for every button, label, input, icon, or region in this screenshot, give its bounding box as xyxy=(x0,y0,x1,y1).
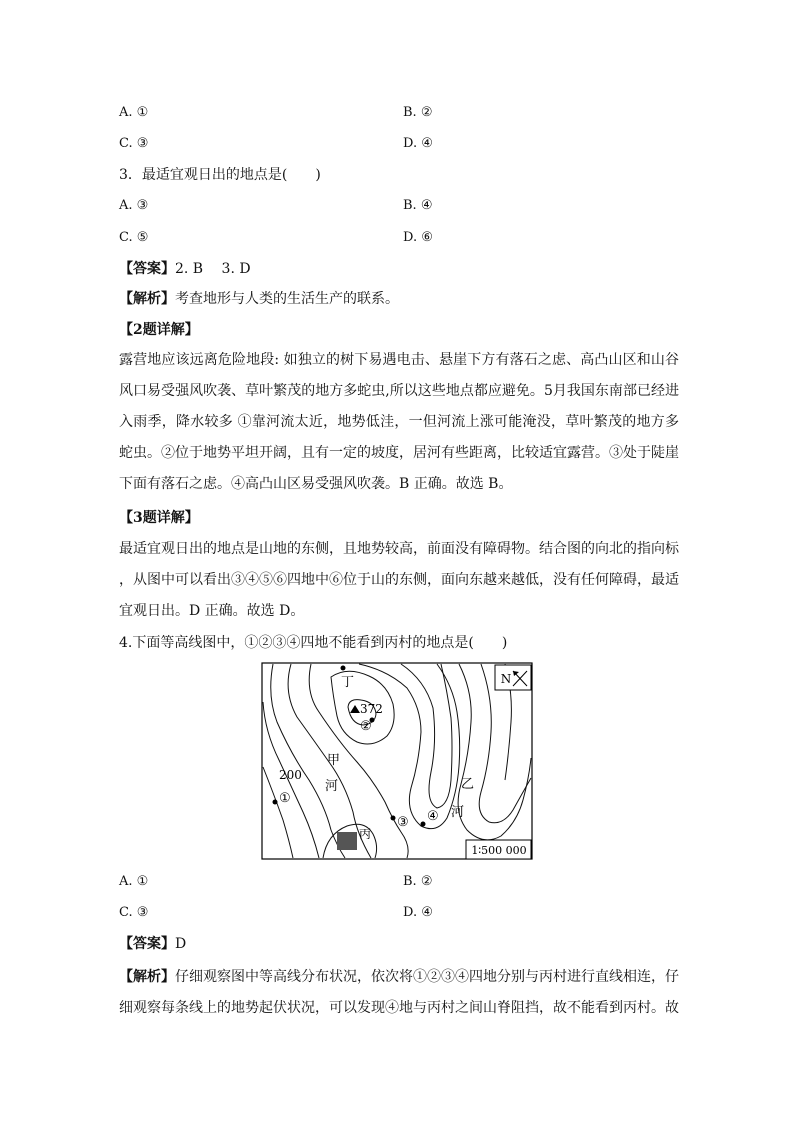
option-a: A. ① xyxy=(119,105,149,120)
river-yi-label-2: 河 xyxy=(451,805,465,820)
contour-map xyxy=(261,662,533,860)
option-d: D. ④ xyxy=(403,136,433,151)
question-4-stem: 4.下面等高线图中，①②③④四地不能看到丙村的地点是( ) xyxy=(119,635,508,651)
village-ding-dot xyxy=(341,666,346,671)
river-jia-label-1: 甲 xyxy=(327,753,341,768)
q3-option-c: C. ⑤ xyxy=(119,230,149,245)
analysis-4: 【解析】仔细观察图中等高线分布状况，依次将①②③④四地分别与丙村进行直线相连，仔细观察每条线上的地势起伏状况，可以发现④地与丙村之间山脊阻挡，故不能看到丙村。故 xyxy=(119,969,679,1016)
q3-option-b: B. ④ xyxy=(403,198,433,213)
scale-label: 1∶500 000 xyxy=(471,844,527,857)
q4-option-b: B. ② xyxy=(403,874,433,889)
detail-3-heading: 【3题详解】 xyxy=(119,510,199,526)
detail-3-text: 最适宜观日出的地点是山地的东侧，且地势较高，前面没有障碍物。结合图的向北的指向标 ，从图中可以看出③④⑤⑥四地中⑥位于山的东侧，面向东越来越低，没有任何障碍，最适宜观日出。D 正确。故选 D。 xyxy=(119,541,679,619)
option-b: B. ② xyxy=(403,105,433,120)
river-yi-label-1: 乙 xyxy=(461,777,475,792)
point-3-label: ③ xyxy=(397,815,409,830)
q4-option-d: D. ④ xyxy=(403,905,433,920)
point-2-label: ② xyxy=(360,719,372,734)
q3-option-a: A. ③ xyxy=(119,198,149,213)
q4-option-c: C. ③ xyxy=(119,905,149,920)
river-jia-label-2: 河 xyxy=(325,779,339,794)
village-ding-label: 丁 xyxy=(341,675,355,690)
point-4-label: ④ xyxy=(427,809,439,824)
detail-2-text: 露营地应该远离危险地段: 如独立的树下易遇电击、悬崖下方有落石之虑、高凸山区和山谷风口易受强风吹袭、草叶繁茂的地方多蛇虫,所以这些地点都应避免。5月我国东南部已经进入雨季，降水较多 ①靠河流太近，地势低洼，一但河流上涨可能淹没，草叶繁茂的地方多蛇虫。②位于地势平坦开阔，且有一定的坡度，居河有些距离，比较适宜露营。③处于陡崖下面有落石之虑。④高凸山区易受强风吹袭。B 正确。故选 B。 xyxy=(119,352,679,492)
question-3-stem: 3．最适宜观日出的地点是( ) xyxy=(119,167,321,183)
q3-option-d: D. ⑥ xyxy=(403,230,433,245)
peak-label: 372 xyxy=(360,702,383,716)
village-bing-square xyxy=(337,832,357,850)
answer-2-3: 【答案】2. B 3. D xyxy=(119,261,251,277)
option-c: C. ③ xyxy=(119,136,149,151)
contour-label-200: 200 xyxy=(279,768,302,782)
answer-4: 【答案】D xyxy=(119,936,187,952)
village-bing-label: 丙 xyxy=(359,827,372,841)
analysis-2-3: 【解析】考查地形与人类的生活生产的联系。 xyxy=(119,291,399,307)
detail-2-heading: 【2题详解】 xyxy=(119,322,199,338)
q4-option-a: A. ① xyxy=(119,874,149,889)
north-label: N xyxy=(500,672,512,686)
point-1-label: ① xyxy=(279,791,291,806)
